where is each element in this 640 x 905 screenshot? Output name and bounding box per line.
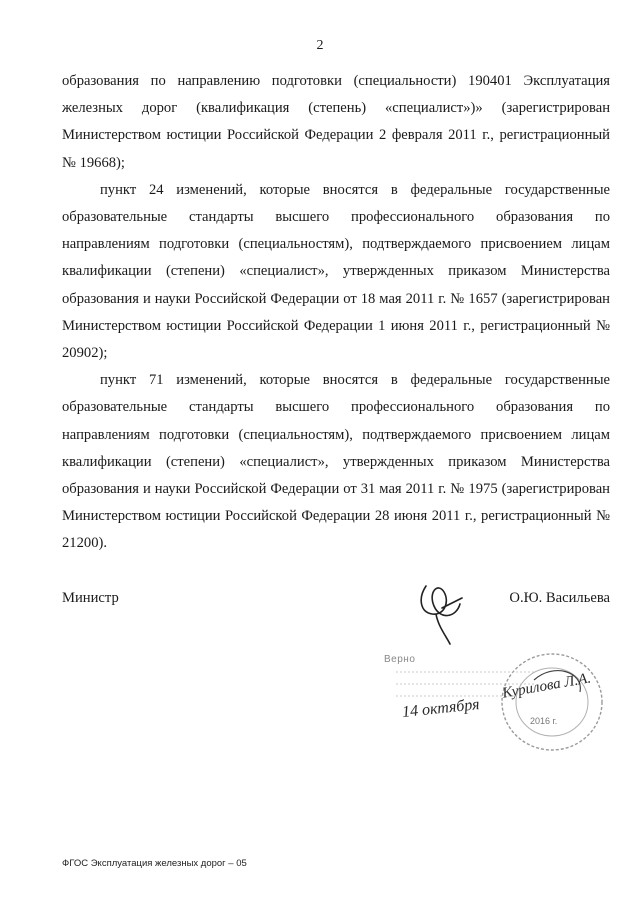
signature-block [62, 590, 610, 614]
stamp-handwritten-signature: Курилова Л.А. [501, 670, 593, 702]
document-body [62, 68, 610, 558]
signatory-title: Министр [62, 590, 119, 606]
paragraph-item-24: пункт 24 изменений, которые вносятся в федеральные государственные образовательные стандарты высшего профессионального образования по направлениям подготовки (специальностям), подтверждаемого присвоением лицам квалификации (степени) «специалист», утвержденных приказом Министерства образования и науки Российской Федерации от 18 мая 2011 г. № 1657 (зарегистрирован Министерством юстиции Российской Федерации 1 июня 2011 г., регистрационный № 20902); [62, 181, 610, 362]
paragraph-continuation: образования по направлению подготовки (специальности) 190401 Эксплуатация железных дорог (квалификация (степень) «специалист»)» (зарегистрирован Министерством юстиции Российской Федерации 2 февраля 2011 г., регистрационный № 19668); [62, 73, 610, 171]
stamp-label: Верно [384, 654, 416, 665]
paragraph-item-71: пункт 71 изменений, которые вносятся в федеральные государственные образовательные стандарты высшего профессионального образования по направлениям подготовки (специальностям), подтверждаемого присвоением лицам квалификации (степени) «специалист», утвержденных приказом Министерства образования и науки Российской Федерации от 31 мая 2011 г. № 1975 (зарегистрирован Министерством юстиции Российской Федерации 28 июня 2011 г., регистрационный № 21200). [62, 372, 610, 552]
signatory-name: О.Ю. Васильева [509, 590, 610, 606]
page-footer: ФГОС Эксплуатация железных дорог – 05 [62, 858, 247, 869]
page-number: 2 [316, 38, 324, 53]
copy-certification-stamp [384, 632, 604, 752]
stamp-handwritten-date: 14 октября [401, 695, 481, 722]
round-seal-icon [384, 632, 604, 752]
stamp-year: 2016 г. [530, 716, 558, 726]
